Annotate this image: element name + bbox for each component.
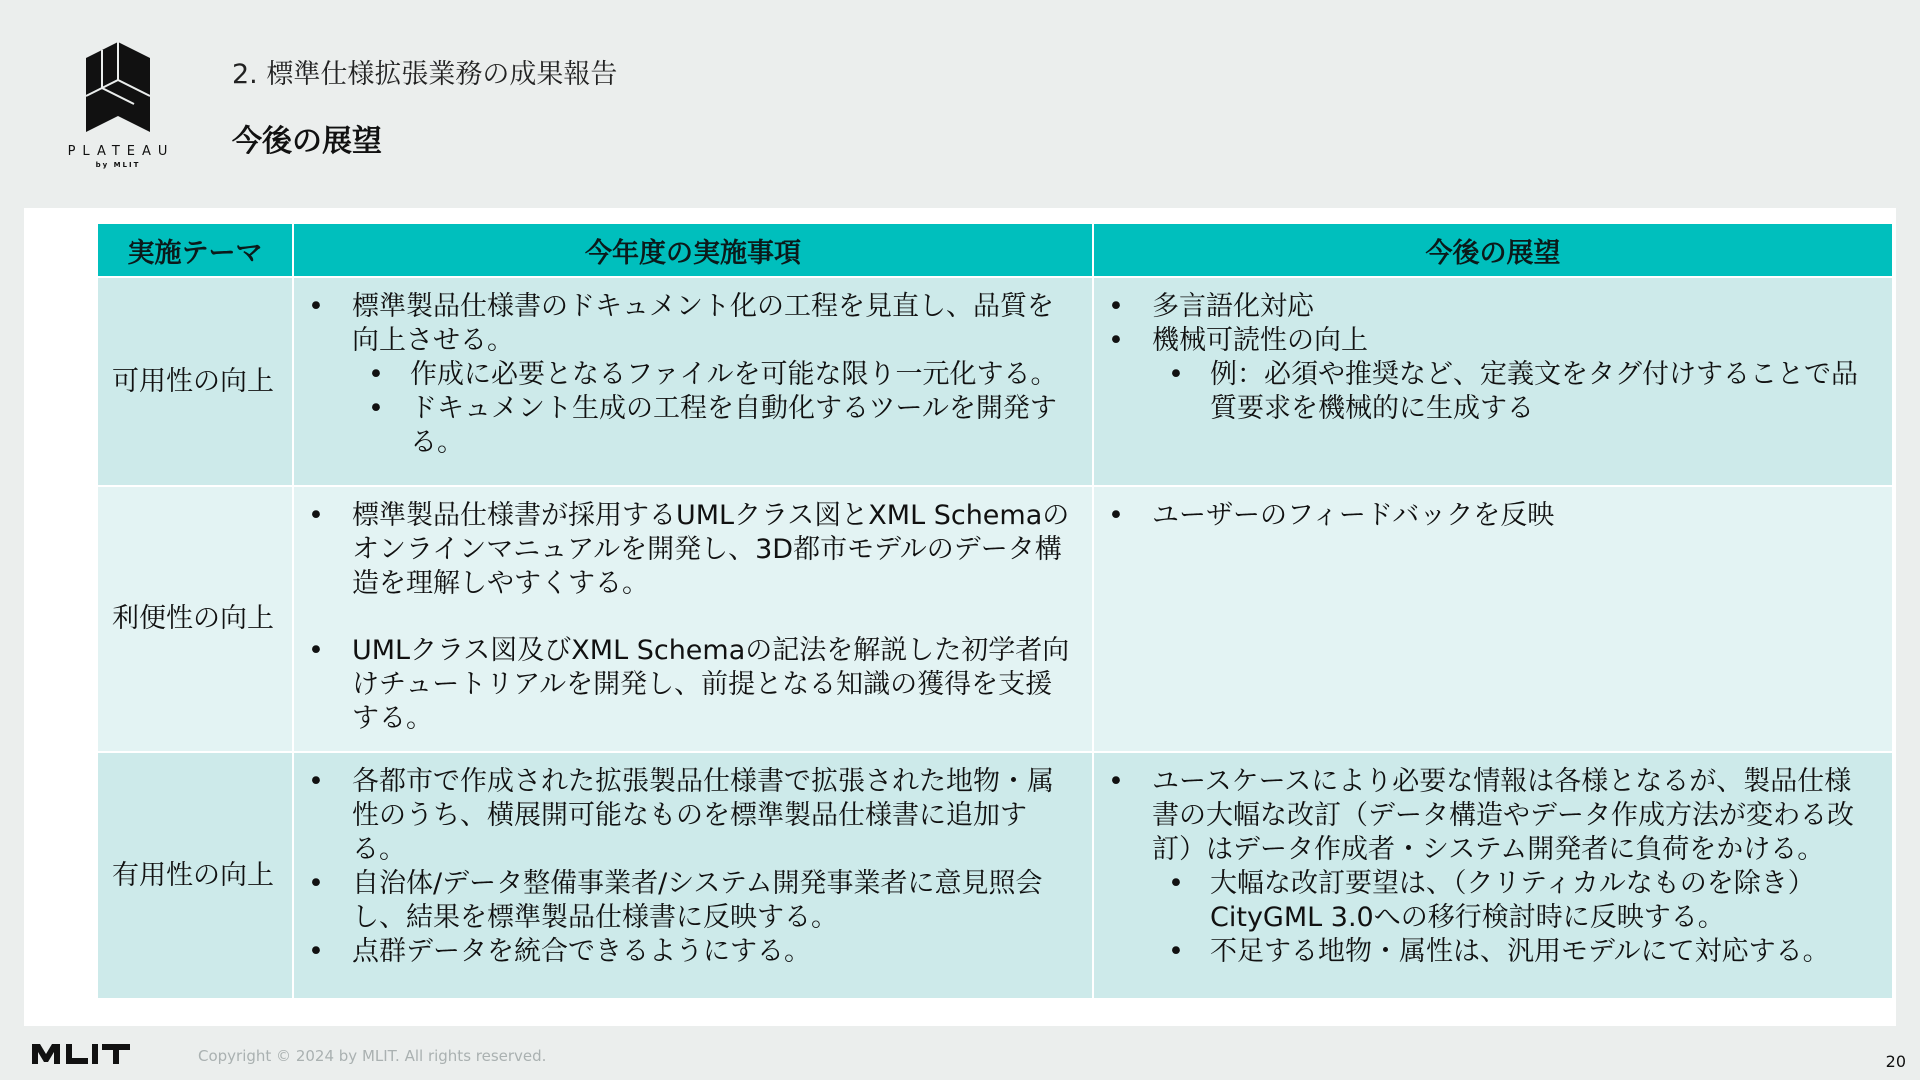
page-heading: 今後の展望 bbox=[232, 124, 382, 159]
current-cell bbox=[293, 277, 1093, 486]
section-title: 2. 標準仕様拡張業務の成果報告 bbox=[232, 59, 618, 90]
list-item: • 点群データを統合できるようにする。 bbox=[294, 935, 1078, 969]
bullet-list bbox=[294, 278, 1092, 460]
bullet-list bbox=[1094, 487, 1892, 533]
theme-cell: 利便性の向上 bbox=[97, 486, 293, 752]
plateau-logo bbox=[58, 38, 178, 169]
sub-bullet-list bbox=[1152, 358, 1878, 426]
bullet-list bbox=[1094, 753, 1892, 969]
list-item: • 標準製品仕様書が採用するUMLクラス図とXML Schemaのオンラインマニュアルを開発し、3D都市モデルのデータ構造を理解しやすくする。 bbox=[294, 499, 1078, 601]
sub-list-item: • 大幅な改訂要望は、（クリティカルなものを除き）CityGML 3.0への移行検討時に反映する。 bbox=[1152, 867, 1878, 935]
page-number: 20 bbox=[1885, 1052, 1906, 1071]
table-header-row bbox=[97, 223, 1893, 277]
list-item: • ユーザーのフィードバックを反映 bbox=[1094, 499, 1878, 533]
plateau-cube-icon bbox=[82, 38, 154, 134]
list-item bbox=[294, 290, 1078, 460]
mlit-logo-icon bbox=[30, 1040, 162, 1066]
sub-bullet-list bbox=[352, 358, 1078, 460]
table-row bbox=[97, 752, 1893, 999]
list-item-text: ユースケースにより必要な情報は各様となるが、製品仕様書の大幅な改訂（データ構造やデータ作成方法が変わる改訂）はデータ作成者・システム開発者に負荷をかける。 bbox=[1152, 766, 1854, 865]
current-cell bbox=[293, 752, 1093, 999]
current-cell bbox=[293, 486, 1093, 752]
theme-cell: 有用性の向上 bbox=[97, 752, 293, 999]
outlook-table bbox=[96, 222, 1894, 1000]
list-item: • 多言語化対応 bbox=[1094, 290, 1878, 324]
bullet-list bbox=[294, 753, 1092, 969]
list-item-text: 標準製品仕様書のドキュメント化の工程を見直し、品質を向上させる。 bbox=[352, 291, 1054, 356]
plateau-logo-text: PLATEAU bbox=[67, 144, 175, 159]
sub-list-item: • 作成に必要となるファイルを可能な限り一元化する。 bbox=[352, 358, 1078, 392]
column-header-theme: 実施テーマ bbox=[97, 223, 293, 277]
future-cell bbox=[1093, 752, 1893, 999]
sub-list-item: • 例：必須や推奨など、定義文をタグ付けすることで品質要求を機械的に生成する bbox=[1152, 358, 1878, 426]
mlit-logo bbox=[30, 1040, 162, 1070]
table-row bbox=[97, 277, 1893, 486]
plateau-logo-subtext: by MLIT bbox=[95, 161, 141, 169]
bullet-list bbox=[294, 487, 1092, 736]
column-header-future: 今後の展望 bbox=[1093, 223, 1893, 277]
list-item: • 自治体/データ整備事業者/システム開発事業者に意見照会し、結果を標準製品仕様書に反映する。 bbox=[294, 867, 1078, 935]
future-cell bbox=[1093, 486, 1893, 752]
sub-list-item: • 不足する地物・属性は、汎用モデルにて対応する。 bbox=[1152, 935, 1878, 969]
column-header-current: 今年度の実施事項 bbox=[293, 223, 1093, 277]
list-item bbox=[1094, 765, 1878, 969]
sub-list-item: • ドキュメント生成の工程を自動化するツールを開発する。 bbox=[352, 392, 1078, 460]
bullet-list bbox=[1094, 278, 1892, 426]
list-item-text: 機械可読性の向上 bbox=[1152, 325, 1368, 356]
table-row bbox=[97, 486, 1893, 752]
list-item bbox=[1094, 324, 1878, 426]
theme-cell: 可用性の向上 bbox=[97, 277, 293, 486]
copyright-text: Copyright © 2024 by MLIT. All rights reserved. bbox=[198, 1047, 547, 1065]
list-item: • 各都市で作成された拡張製品仕様書で拡張された地物・属性のうち、横展開可能なものを標準製品仕様書に追加する。 bbox=[294, 765, 1078, 867]
list-item: • UMLクラス図及びXML Schemaの記法を解説した初学者向けチュートリアルを開発し、前提となる知識の獲得を支援する。 bbox=[294, 634, 1078, 736]
sub-bullet-list bbox=[1152, 867, 1878, 969]
future-cell bbox=[1093, 277, 1893, 486]
